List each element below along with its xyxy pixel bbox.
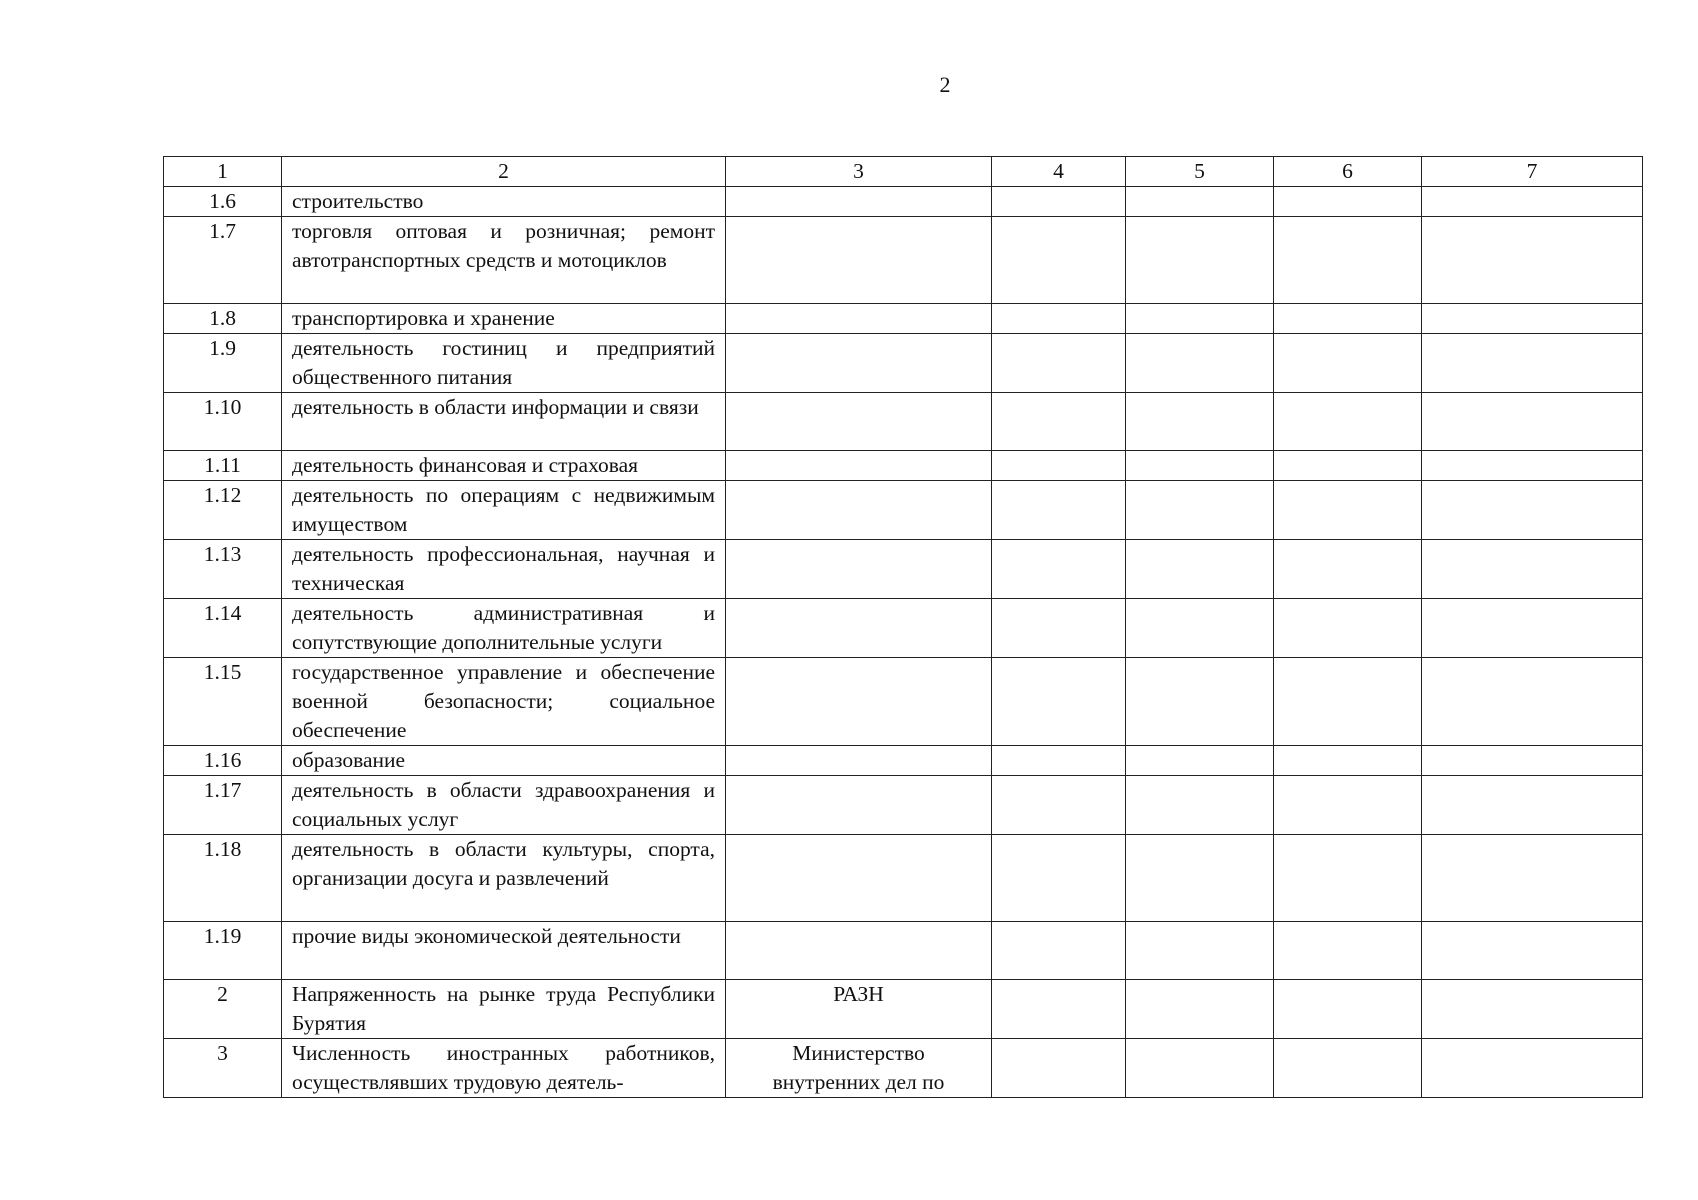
value-cell-6: [1274, 304, 1422, 334]
value-cell-5: [1126, 540, 1274, 599]
indicator-name-cell: Численность иностранных работников, осуществлявших трудовую деятель-: [282, 1039, 726, 1098]
value-cell-7: [1422, 187, 1643, 217]
value-cell-4: [992, 217, 1126, 304]
source-cell: [726, 746, 992, 776]
value-cell-7: [1422, 746, 1643, 776]
value-cell-4: [992, 980, 1126, 1039]
value-cell-7: [1422, 658, 1643, 746]
source-cell: [726, 451, 992, 481]
header-cell-5: 5: [1126, 157, 1274, 187]
source-cell: [726, 540, 992, 599]
value-cell-5: [1126, 217, 1274, 304]
header-cell-4: 4: [992, 157, 1126, 187]
source-cell: [726, 835, 992, 922]
value-cell-4: [992, 451, 1126, 481]
value-cell-7: [1422, 304, 1643, 334]
value-cell-4: [992, 334, 1126, 393]
value-cell-7: [1422, 217, 1643, 304]
indicator-name-cell: деятельность в области здравоохранения и социальных услуг: [282, 776, 726, 835]
header-cell-7: 7: [1422, 157, 1643, 187]
source-cell: РАЗН: [726, 980, 992, 1039]
row-number-cell: 2: [164, 980, 282, 1039]
indicator-name-cell: транспортировка и хранение: [282, 304, 726, 334]
value-cell-5: [1126, 451, 1274, 481]
table-row: [164, 481, 1643, 540]
value-cell-6: [1274, 334, 1422, 393]
value-cell-7: [1422, 334, 1643, 393]
row-number-cell: 1.18: [164, 835, 282, 922]
value-cell-6: [1274, 980, 1422, 1039]
table-row: [164, 835, 1643, 922]
row-number-cell: 1.6: [164, 187, 282, 217]
value-cell-4: [992, 658, 1126, 746]
header-cell-6: 6: [1274, 157, 1422, 187]
source-cell: Министерство внутренних дел по: [726, 1039, 992, 1098]
source-cell: [726, 187, 992, 217]
value-cell-7: [1422, 393, 1643, 451]
header-cell-1: 1: [164, 157, 282, 187]
source-cell: [726, 922, 992, 980]
row-number-cell: 3: [164, 1039, 282, 1098]
value-cell-5: [1126, 835, 1274, 922]
value-cell-6: [1274, 1039, 1422, 1098]
value-cell-7: [1422, 540, 1643, 599]
value-cell-4: [992, 599, 1126, 658]
table-row: [164, 658, 1643, 746]
row-number-cell: 1.9: [164, 334, 282, 393]
row-number-cell: 1.8: [164, 304, 282, 334]
value-cell-4: [992, 393, 1126, 451]
table-row: [164, 776, 1643, 835]
value-cell-5: [1126, 304, 1274, 334]
value-cell-4: [992, 187, 1126, 217]
row-number-cell: 1.16: [164, 746, 282, 776]
row-number-cell: 1.17: [164, 776, 282, 835]
value-cell-6: [1274, 922, 1422, 980]
value-cell-7: [1422, 1039, 1643, 1098]
value-cell-5: [1126, 980, 1274, 1039]
value-cell-5: [1126, 599, 1274, 658]
value-cell-6: [1274, 746, 1422, 776]
table-row: [164, 451, 1643, 481]
indicator-name-cell: деятельность административная и сопутствующие дополнительные услуги: [282, 599, 726, 658]
indicator-name-cell: деятельность финансовая и страховая: [282, 451, 726, 481]
row-number-cell: 1.13: [164, 540, 282, 599]
table-row: [164, 393, 1643, 451]
value-cell-6: [1274, 776, 1422, 835]
table-body: [164, 157, 1643, 1098]
indicator-name-cell: прочие виды экономической деятельности: [282, 922, 726, 980]
value-cell-7: [1422, 481, 1643, 540]
value-cell-5: [1126, 746, 1274, 776]
indicator-name-cell: государственное управление и обеспечение военной безопасности; социальное обеспечение: [282, 658, 726, 746]
value-cell-4: [992, 835, 1126, 922]
value-cell-7: [1422, 922, 1643, 980]
value-cell-4: [992, 304, 1126, 334]
value-cell-4: [992, 540, 1126, 599]
table-row: [164, 599, 1643, 658]
source-cell: [726, 776, 992, 835]
value-cell-7: [1422, 451, 1643, 481]
indicator-name-cell: образование: [282, 746, 726, 776]
row-number-cell: 1.11: [164, 451, 282, 481]
table-row: [164, 304, 1643, 334]
table-row: [164, 217, 1643, 304]
value-cell-5: [1126, 922, 1274, 980]
table-header-row: [164, 157, 1643, 187]
value-cell-5: [1126, 1039, 1274, 1098]
indicator-name-cell: Напряженность на рынке труда Республики Бурятия: [282, 980, 726, 1039]
value-cell-6: [1274, 599, 1422, 658]
value-cell-5: [1126, 334, 1274, 393]
value-cell-6: [1274, 217, 1422, 304]
indicator-name-cell: деятельность по операциям с недвижимым имуществом: [282, 481, 726, 540]
value-cell-4: [992, 922, 1126, 980]
value-cell-7: [1422, 980, 1643, 1039]
header-cell-2: 2: [282, 157, 726, 187]
value-cell-4: [992, 776, 1126, 835]
value-cell-4: [992, 481, 1126, 540]
indicator-name-cell: строительство: [282, 187, 726, 217]
indicator-name-cell: деятельность в области культуры, спорта, организации досуга и развлечений: [282, 835, 726, 922]
row-number-cell: 1.12: [164, 481, 282, 540]
source-cell: [726, 658, 992, 746]
source-cell: [726, 599, 992, 658]
row-number-cell: 1.14: [164, 599, 282, 658]
indicator-name-cell: деятельность профессиональная, научная и техническая: [282, 540, 726, 599]
page-number: 2: [939, 72, 951, 97]
value-cell-4: [992, 746, 1126, 776]
table-row: [164, 980, 1643, 1039]
source-cell: [726, 481, 992, 540]
value-cell-6: [1274, 835, 1422, 922]
source-cell: [726, 393, 992, 451]
value-cell-5: [1126, 658, 1274, 746]
row-number-cell: 1.10: [164, 393, 282, 451]
table-row: [164, 1039, 1643, 1098]
table-row: [164, 187, 1643, 217]
row-number-cell: 1.7: [164, 217, 282, 304]
value-cell-5: [1126, 776, 1274, 835]
source-cell: [726, 304, 992, 334]
value-cell-5: [1126, 481, 1274, 540]
row-number-cell: 1.15: [164, 658, 282, 746]
value-cell-6: [1274, 481, 1422, 540]
header-cell-3: 3: [726, 157, 992, 187]
value-cell-6: [1274, 187, 1422, 217]
value-cell-6: [1274, 451, 1422, 481]
table-row: [164, 922, 1643, 980]
table-row: [164, 334, 1643, 393]
value-cell-5: [1126, 187, 1274, 217]
value-cell-7: [1422, 599, 1643, 658]
indicator-name-cell: деятельность гостиниц и предприятий общественного питания: [282, 334, 726, 393]
indicator-name-cell: деятельность в области информации и связи: [282, 393, 726, 451]
value-cell-4: [992, 1039, 1126, 1098]
source-cell: [726, 217, 992, 304]
value-cell-6: [1274, 658, 1422, 746]
indicator-name-cell: торговля оптовая и розничная; ремонт автотранспортных средств и мотоциклов: [282, 217, 726, 304]
value-cell-6: [1274, 393, 1422, 451]
indicators-table: [163, 156, 1643, 1098]
table-row: [164, 746, 1643, 776]
value-cell-6: [1274, 540, 1422, 599]
row-number-cell: 1.19: [164, 922, 282, 980]
table-row: [164, 540, 1643, 599]
value-cell-5: [1126, 393, 1274, 451]
value-cell-7: [1422, 776, 1643, 835]
value-cell-7: [1422, 835, 1643, 922]
source-cell: [726, 334, 992, 393]
